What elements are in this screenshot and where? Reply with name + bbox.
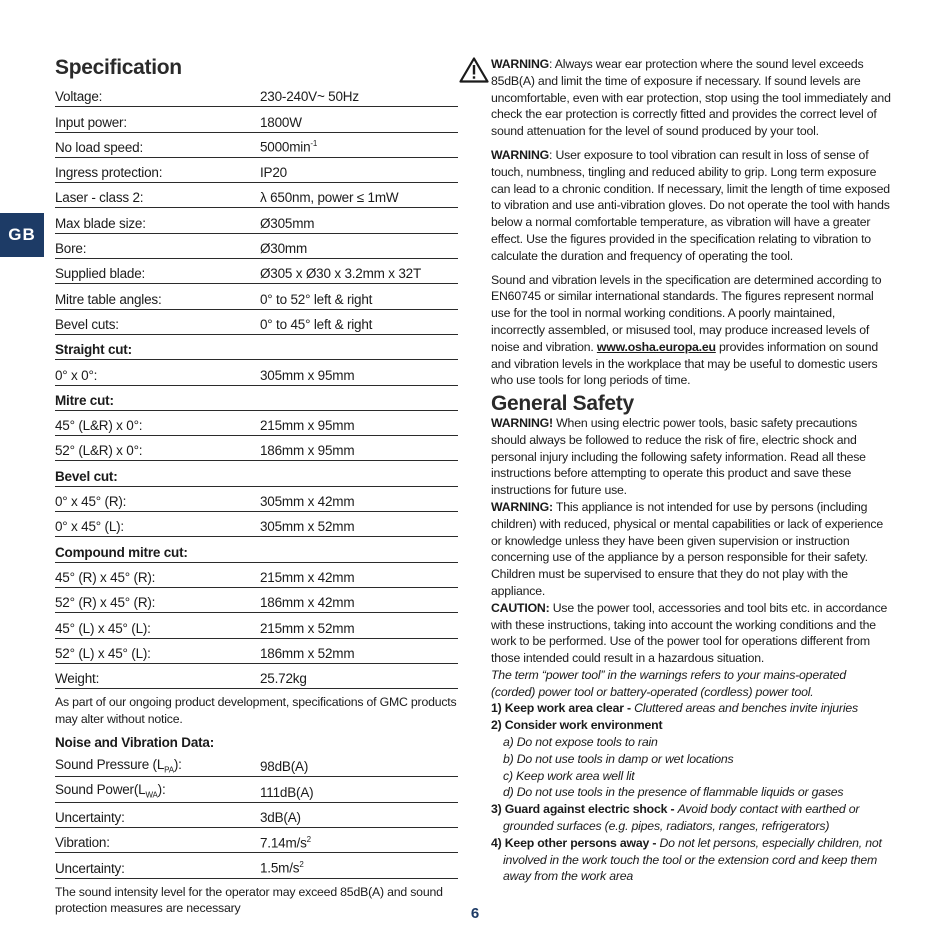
spec-label: Max blade size: <box>55 208 260 233</box>
spec-value <box>260 461 458 486</box>
spec-table <box>55 82 458 689</box>
noise-label: Uncertainty: <box>55 853 260 878</box>
spec-label: 45° (L) x 45° (L): <box>55 613 260 638</box>
spec-row <box>55 183 458 208</box>
spec-label: Straight cut: <box>55 334 260 359</box>
spec-value: $5000\min^{-1}$ <box>260 132 458 157</box>
general-safety-body <box>491 415 891 885</box>
spec-label: Bore: <box>55 233 260 258</box>
spec-value: λ 650nm, power ≤ 1mW <box>260 183 458 208</box>
spec-label: Ingress protection: <box>55 157 260 182</box>
spec-value <box>260 334 458 359</box>
spec-row <box>55 107 458 132</box>
spec-value: 186mm x 42mm <box>260 587 458 612</box>
language-tab-gb: GB <box>0 213 44 257</box>
rule-2d: d) Do not use tools in the presence of flammable liquids or gases <box>503 785 844 800</box>
spec-label: Weight: <box>55 663 260 688</box>
page-number: 6 <box>470 905 480 922</box>
spec-row <box>55 259 458 284</box>
spec-row <box>55 157 458 182</box>
general-safety-title: General Safety <box>491 392 634 416</box>
rule-3: 3) Guard against electric shock - Avoid body contact with earthed or grounded surfaces (e.g. pipes, radiators, ranges, refrigerators) <box>491 802 860 834</box>
spec-row <box>55 410 458 435</box>
spec-value: 305mm x 95mm <box>260 360 458 385</box>
spec-value: 186mm x 95mm <box>260 436 458 461</box>
spec-label: 52° (L) x 45° (L): <box>55 638 260 663</box>
spec-label: Mitre cut: <box>55 385 260 410</box>
spec-value: 25.72kg <box>260 663 458 688</box>
noise-label: Sound Pressure $(L_{PA})$: <box>55 752 260 777</box>
gs-warning-2: WARNING: This appliance is not intended for use by persons (including children) with reduced, physical or mental capabilities or lack of experience or knowledge unless they have been given supervision or instruction concerning use of the appliance by a person responsible for their safety. Children must be supervised to ensure that they do not play with the appliance. <box>491 499 883 598</box>
spec-value: 0° to 52° left & right <box>260 284 458 309</box>
noise-label: Vibration: <box>55 828 260 853</box>
noise-vibration-title: Noise and Vibration Data: <box>55 735 215 751</box>
spec-label: 52° (L&R) x 0°: <box>55 436 260 461</box>
noise-table <box>55 752 458 878</box>
osha-link[interactable]: www.osha.europa.eu <box>596 339 716 354</box>
spec-section-row <box>55 385 458 410</box>
spec-label: Mitre table angles: <box>55 284 260 309</box>
spec-label: Supplied blade: <box>55 259 260 284</box>
spec-label: Laser - class 2: <box>55 183 260 208</box>
spec-label: 45° (L&R) x 0°: <box>55 410 260 435</box>
noise-row <box>55 853 458 878</box>
spec-row <box>55 486 458 511</box>
spec-row <box>55 638 458 663</box>
noise-row <box>55 828 458 853</box>
spec-label: 0° x 45° (L): <box>55 512 260 537</box>
spec-label: Compound mitre cut: <box>55 537 260 562</box>
spec-section-row <box>55 461 458 486</box>
noise-value: 111dB(A) <box>260 777 458 802</box>
spec-row <box>55 132 458 157</box>
spec-value: Ø305 x Ø30 x 3.2mm x 32T <box>260 259 458 284</box>
spec-value: Ø30mm <box>260 233 458 258</box>
noise-label: Sound $Power(L_{WA})$: <box>55 777 260 802</box>
rule-2a: a) Do not expose tools to rain <box>503 735 658 750</box>
specification-title: Specification <box>55 56 182 79</box>
spec-label: No load speed: <box>55 132 260 157</box>
spec-label: Bevel cuts: <box>55 309 260 334</box>
spec-value: IP20 <box>260 157 458 182</box>
spec-value: 186mm x 52mm <box>260 638 458 663</box>
spec-section-row <box>55 537 458 562</box>
noise-value: $7.14m/s^2$ <box>260 828 458 853</box>
spec-label: Voltage: <box>55 82 260 107</box>
spec-value: 215mm x 42mm <box>260 562 458 587</box>
rule-2c: c) Keep work area well lit <box>503 768 635 783</box>
noise-value: $1.5m/s^2$ <box>260 853 458 878</box>
gs-power-tool-term: The term “power tool” in the warnings refers to your mains-operated (corded) power tool or battery-operated (cordless) power tool. <box>491 667 846 699</box>
standards-paragraph: Sound and vibration levels in the specification are determined according to EN60745 or similar international standards. The figures represent normal use for the tool in normal working conditions. A poorly maintained, incorrectly assembled, or misused tool, may produce increased levels of noise and vibration. www.osha.europa.eu provides information on sound and vibration levels in the workplace that may be useful to domestic users who use tools for long periods of time. <box>491 272 882 388</box>
rule-2b: b) Do not use tools in damp or wet locations <box>503 751 734 766</box>
vibration-warning: WARNING: User exposure to tool vibration can result in loss of sense of touch, numbness, tingling and reduced ability to grip. Long term exposure can lead to a chronic condition. If necessary, limit the length of time exposed to vibration and use anti-vibration gloves. Do not operate the tool with hands below a normal comfortable temperature, as vibration will have a greater effect. Use the figures provided in the specification relating to vibration to calculate the duration and frequency of operating the tool. <box>491 147 890 263</box>
ear-protection-warning: WARNING: Always wear ear protection where the sound level exceeds 85dB(A) and limit the time of exposure if necessary. If sound levels are uncomfortable, even with ear protection, stop using the tool immediately and check the ear protection is correctly fitted and provides the correct level of sound attenuation for the level of sound produced by your tool. <box>491 57 891 139</box>
spec-row <box>55 436 458 461</box>
spec-label: Input power: <box>55 107 260 132</box>
spec-row <box>55 233 458 258</box>
noise-row <box>55 802 458 827</box>
spec-value: 1800W <box>260 107 458 132</box>
spec-label: 0° x 0°: <box>55 360 260 385</box>
spec-row <box>55 562 458 587</box>
spec-label: 52° (R) x 45° (R): <box>55 587 260 612</box>
spec-row <box>55 360 458 385</box>
spec-row <box>55 284 458 309</box>
noise-row <box>55 752 458 777</box>
spec-note: As part of our ongoing product development, specifications of GMC products may alter without notice. <box>55 695 457 726</box>
safety-column <box>491 56 891 885</box>
specification-column <box>55 56 458 917</box>
gs-warning-1: WARNING! When using electric power tools, basic safety precautions should always be followed to reduce the risk of fire, electric shock and personal injury including the following safety information. Read all these instructions before attempting to operate this product and save these instructions for future use. <box>491 415 866 498</box>
noise-label: Uncertainty: <box>55 802 260 827</box>
noise-value: 3dB(A) <box>260 802 458 827</box>
spec-row <box>55 512 458 537</box>
spec-value: 215mm x 95mm <box>260 410 458 435</box>
spec-label: Bevel cut: <box>55 461 260 486</box>
spec-value: 215mm x 52mm <box>260 613 458 638</box>
spec-value: 230-240V~ 50Hz <box>260 82 458 107</box>
spec-section-row <box>55 334 458 359</box>
noise-note: The sound intensity level for the operator may exceed 85dB(A) and sound protection measures are necessary <box>55 884 443 916</box>
spec-value: Ø305mm <box>260 208 458 233</box>
spec-value: 0° to 45° left & right <box>260 309 458 334</box>
spec-label: 0° x 45° (R): <box>55 486 260 511</box>
spec-value: 305mm x 42mm <box>260 486 458 511</box>
rule-2: 2) Consider work environment <box>491 718 663 733</box>
rule-1: 1) Keep work area clear - Cluttered areas and benches invite injuries <box>491 701 858 716</box>
spec-value <box>260 537 458 562</box>
warning-triangle-icon <box>459 57 489 83</box>
noise-row <box>55 777 458 802</box>
spec-row <box>55 587 458 612</box>
spec-row <box>55 663 458 688</box>
spec-row <box>55 309 458 334</box>
rule-4: 4) Keep other persons away - Do not let persons, especially children, not involved in the work touch the tool or the extension cord and keep them away from the work area <box>491 835 882 884</box>
spec-label: 45° (R) x 45° (R): <box>55 562 260 587</box>
gs-caution: CAUTION: Use the power tool, accessories and tool bits etc. in accordance with these instructions, taking into account the working conditions and the work to be performed. Use of the power tool for operations different from those intended could result in a hazardous situation. <box>491 600 888 666</box>
spec-value <box>260 385 458 410</box>
spec-row <box>55 208 458 233</box>
noise-value: 98dB(A) <box>260 752 458 777</box>
spec-value: 305mm x 52mm <box>260 512 458 537</box>
spec-row <box>55 613 458 638</box>
spec-row <box>55 82 458 107</box>
